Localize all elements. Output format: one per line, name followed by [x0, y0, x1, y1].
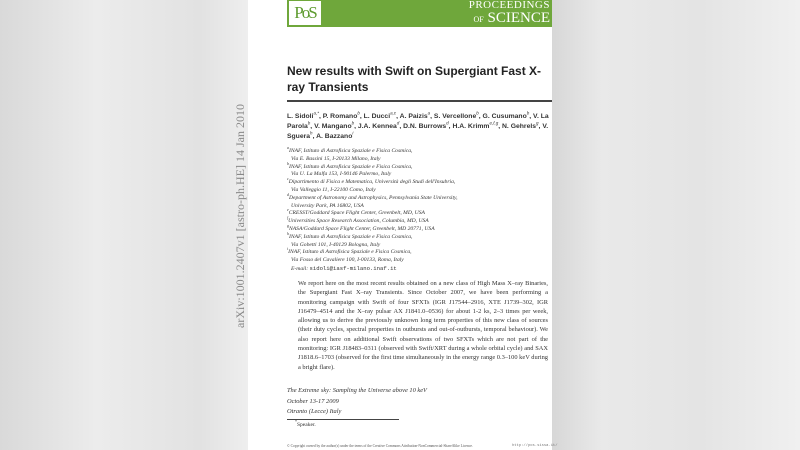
author-mark: d — [396, 120, 400, 126]
author-name: V. La Parola — [287, 113, 549, 130]
author-mark: b — [526, 110, 530, 116]
author-name: A. Bazzano — [316, 133, 353, 140]
affiliation — [287, 191, 552, 211]
affiliation-mark: f — [287, 215, 289, 221]
author-name: A. Paizis — [399, 113, 428, 120]
affiliation-line1: Department of Astronomy and Astrophysics, Pennsylvania State University, — [289, 194, 458, 201]
author — [316, 130, 354, 140]
author-name: G. Cusumano — [482, 113, 527, 120]
author — [399, 110, 431, 120]
affiliation-mark: a — [287, 145, 289, 151]
affiliation-line2: Via Valleggio 11, I-22100 Como, Italy — [291, 186, 376, 193]
author-mark: b — [357, 110, 360, 116]
affiliation — [287, 145, 552, 164]
email-label: E-mail: — [291, 265, 309, 272]
affiliation-line2: Via Gobetti 101, I-40129 Bologna, Italy — [291, 241, 381, 248]
author-name: J.A. Kennea — [357, 123, 397, 130]
affiliation-line2: Via E. Bassini 15, I-20133 Milano, Italy — [291, 155, 381, 162]
banner-line1: PROCEEDINGS — [468, 0, 550, 11]
affiliation-mark: g — [287, 223, 289, 229]
author — [502, 120, 539, 130]
author-name: H.A. Krimm — [452, 123, 490, 130]
affiliations — [287, 145, 552, 274]
author-mark: b — [351, 120, 355, 126]
author-mark: g — [536, 120, 539, 126]
affiliation-line1: Dipartimento di Fisica e Matematica, Università degli Studi dell'Insubria, — [288, 179, 456, 186]
author — [433, 110, 479, 120]
banner-science: SCIENCE — [487, 10, 550, 26]
author — [363, 110, 397, 120]
affiliation-line1: INAF, Istituto di Astrofisica Spaziale e Fisica Cosmica, — [289, 148, 413, 154]
footnote-text: Speaker. — [297, 422, 316, 428]
author-name: D.N. Burrows — [403, 123, 447, 130]
author — [357, 120, 400, 130]
affiliation — [287, 160, 552, 180]
background-right — [552, 0, 800, 450]
author-mark: e,f,g — [489, 120, 499, 126]
email-line — [287, 265, 552, 274]
author-mark: b — [476, 110, 479, 116]
abstract: We report here on the most recent results obtained on a new class of High Mass X–ray Binaries, the Supergiant Fast X–ray Transients. Since October 2007, we have been performing a monitoring campaign with Swift of four SFXTs (IGR J17544–2916, XTE J1739–302, IGR J16479–4514 and the X–ray pulsar AX J1841.0–0536) for about 1-2 ks, 2–3 times per week, allowing us to derive the previously unknown long term properties of this new class of sources (their duty cycles, spectral properties in outbursts and out-of-outbursts, temporal behaviour). We also report here on additional Swift observations of two SFXTs which are not part of the monitoring: IGR J18483–0311 (observed with Swift/XRT during a whole orbital cycle) and SAX J1818.6–1703 (observed for the first time simultaneously in the energy range 0.3–100 keV during a bright flare). — [298, 280, 548, 371]
conference-info — [287, 386, 427, 418]
copyright: © Copyright owned by the author(s) under the terms of the Creative Commons Attribution-NonCommercial-ShareAlike Licence. — [287, 444, 473, 448]
affiliation-mark: c — [287, 176, 289, 182]
pos-url[interactable]: http://pos.sissa.it/ — [512, 444, 558, 448]
footnote-rule — [287, 419, 399, 420]
banner-line2 — [474, 11, 551, 27]
affiliation — [287, 176, 552, 195]
author-mark: h — [310, 130, 313, 136]
affiliation-line1: INAF, Istituto di Astrofisica Spaziale e Fisica Cosmica, — [289, 163, 413, 170]
banner-of: OF — [473, 15, 484, 24]
footnote — [295, 419, 316, 429]
affiliation — [287, 230, 552, 250]
affiliation — [287, 246, 552, 265]
author-name: P. Romano — [322, 113, 358, 120]
affiliation — [287, 223, 552, 234]
email[interactable]: sidoli@iasf-milano.inaf.it — [309, 264, 397, 272]
author — [482, 110, 530, 120]
author-name: V. Sguera — [287, 123, 549, 140]
author — [287, 110, 319, 120]
affiliation-line2: University Park, PA 16802, USA — [291, 202, 364, 209]
author-name: S. Vercellone — [433, 113, 477, 120]
affiliation-line1: NASA/Goddard Space Flight Center, Greenbelt, MD 20771, USA — [289, 225, 435, 232]
author-mark: i — [352, 130, 354, 136]
pos-logo: PoS — [289, 1, 321, 25]
paper-title: New results with Swift on Supergiant Fast X-ray Transients — [287, 64, 542, 94]
affiliation-mark: d — [287, 191, 289, 197]
author-mark: a — [427, 110, 431, 116]
footnote-mark: * — [295, 419, 297, 425]
conference-name: The Extreme sky: Sampling the Universe above 10 keV — [287, 387, 427, 394]
conference-dates: October 13-17 2009 — [287, 397, 339, 405]
author-list: L. Sidoli$^{a,*}$, P. Romano$^b$, L. Ducci$^{a,c}$, A. Paizis$^a$, S. Vercellone$^b$, G. Cusumano$^b$, V. La Parola$^b$, V. Mangano$^b$, J.A. Kennea$^d$, D.N. Burrows$^d$, H.A. Krimm$^{e,f,g}$, N. Gehrels$^g$, V. Sguera$^h$, A. Bazzano$^i$ — [287, 110, 549, 140]
author-name: L. Sidoli — [287, 113, 314, 120]
author — [403, 120, 449, 130]
arxiv-stamp: arXiv:1001.2407v1 [astro-ph.HE] 14 Jan 2010 — [233, 104, 247, 328]
author — [322, 110, 360, 120]
affiliation-mark: e — [287, 207, 289, 213]
affiliation-line2: Via Fosso del Cavaliere 100, I-00133, Roma, Italy — [291, 257, 404, 264]
author-mark: d — [446, 120, 449, 126]
pos-banner — [287, 0, 552, 27]
affiliation-mark: h — [287, 230, 289, 236]
affiliation-line1: Universities Space Research Association, Columbia, MD, USA — [288, 218, 429, 225]
author-name: L. Ducci — [363, 113, 391, 120]
affiliation — [287, 207, 552, 221]
affiliation-line1: INAF, Istituto di Astrofisica Spaziale e Fisica Cosmica, — [289, 233, 413, 240]
affiliation-line1: INAF, Istituto di Astrofisica Spaziale e Fisica Cosmica, — [288, 249, 412, 256]
conference-location: Otranto (Lecce) Italy — [287, 408, 342, 415]
affiliation-mark: i — [287, 246, 289, 252]
affiliation-line1: CRESST/Goddard Space Flight Center, Greenbelt, MD, USA — [288, 210, 425, 217]
author — [314, 120, 355, 130]
author — [452, 120, 499, 130]
author-name: V. Mangano — [314, 123, 352, 130]
affiliation-mark: b — [287, 160, 289, 166]
affiliation-line2: Via U. La Malfa 153, I-90146 Palermo, Italy — [291, 171, 392, 178]
author-mark: a,* — [313, 110, 319, 116]
author-name: N. Gehrels — [502, 123, 537, 130]
author-mark: b — [307, 120, 311, 126]
title-rule — [287, 100, 552, 102]
author-mark: a,c — [390, 110, 397, 116]
